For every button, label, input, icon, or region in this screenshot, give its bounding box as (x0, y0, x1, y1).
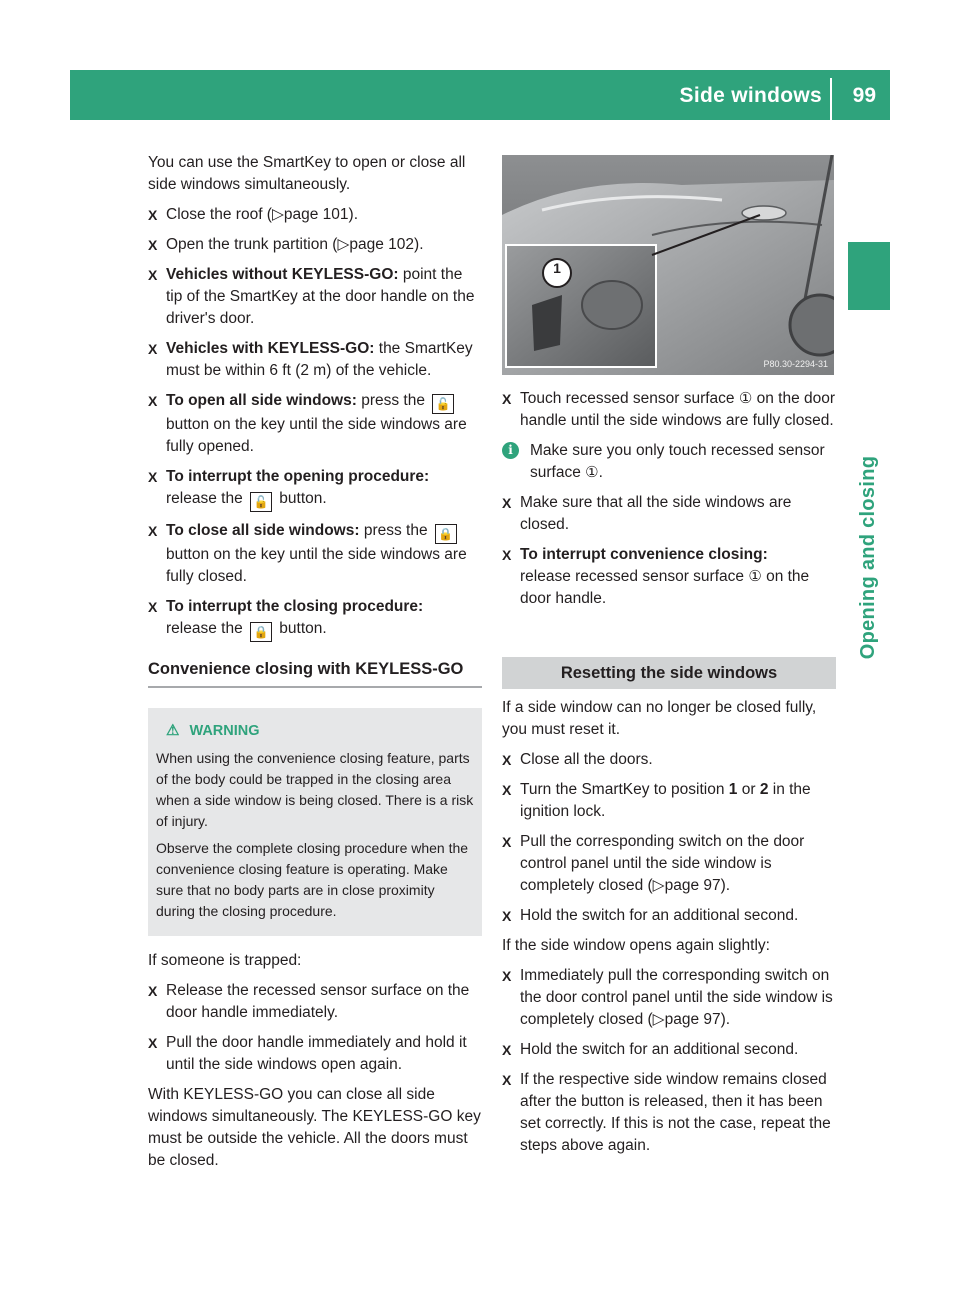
step-arrow-icon: X (148, 523, 158, 539)
page-link[interactable]: page 97 (664, 877, 721, 894)
warning-text: When using the convenience closing feature, parts of the body could be trapped in the closing area when a side window is being closed. There is a risk of injury. (156, 750, 474, 829)
warning-box (148, 708, 482, 936)
right-column (502, 388, 836, 1165)
callout-1-icon: ① (738, 390, 753, 407)
step-arrow-icon: X (502, 908, 512, 924)
lock-key-icon: 🔒 (435, 524, 457, 544)
reference-arrow-icon: ▷ (652, 1011, 665, 1028)
left-column (148, 152, 482, 1180)
unlock-key-icon: 🔓 (432, 394, 454, 414)
lock-key-icon: 🔒 (250, 622, 272, 642)
step-arrow-icon: X (148, 1035, 158, 1051)
step-pull-switch: X Pull the corresponding switch on the door control panel until the side window is completely closed (▷page 97). (502, 833, 805, 894)
reference-arrow-icon: ▷ (652, 877, 665, 894)
step-interrupt-opening: X To interrupt the opening procedure: release the 🔓 button. (148, 466, 482, 512)
step-verify: X If the respective side window remains closed after the button is released, then it has been set correctly. If this is not the case, repeat the steps above again. (502, 1071, 831, 1154)
step-arrow-icon: X (148, 599, 158, 615)
page-title: Side windows (679, 84, 822, 107)
header-divider (830, 78, 832, 120)
door-handle-photo (502, 155, 834, 375)
step-with-keyless: X Vehicles with KEYLESS-GO: the SmartKey must be within 6 ft (2 m) of the vehicle. (148, 340, 473, 379)
paragraph: If a side window can no longer be closed fully, you must reset it. (502, 699, 817, 738)
step-close-roof: X Close the roof (▷page 101). (148, 204, 482, 226)
chapter-tab (848, 242, 890, 310)
step-arrow-icon: X (502, 752, 512, 768)
step-close-doors: X Close all the doors. (502, 749, 836, 771)
step-touch-sensor: X Touch recessed sensor surface ① on the door handle until the side windows are fully closed. (502, 390, 836, 429)
page-header (70, 70, 890, 120)
step-check-closed: X Make sure that all the side windows are closed. (502, 494, 792, 533)
step-hold-switch: X Hold the switch for an additional second. (502, 905, 836, 927)
step-arrow-icon: X (148, 267, 158, 283)
step-arrow-icon: X (502, 547, 512, 563)
step-arrow-icon: X (502, 782, 512, 798)
step-arrow-icon: X (502, 968, 512, 984)
unlock-key-icon: 🔓 (250, 492, 272, 512)
step-arrow-icon: X (148, 469, 158, 485)
info-note: i Make sure you only touch recessed sensor surface ①. (502, 440, 836, 484)
step-pull-handle: X Pull the door handle immediately and hold it until the side windows open again. (148, 1034, 467, 1073)
photo-callout-label: 1 (553, 260, 561, 276)
info-icon: i (502, 442, 519, 459)
step-interrupt-closing: X To interrupt the closing procedure: release the 🔒 button. (148, 596, 482, 642)
callout-1-icon: ① (585, 464, 599, 481)
step-turn-key: X Turn the SmartKey to position 1 or 2 in the ignition lock. (502, 781, 811, 820)
step-arrow-icon: X (502, 391, 512, 407)
section-heading-reset: Resetting the side windows (502, 657, 836, 689)
reference-arrow-icon: ▷ (271, 206, 284, 223)
step-arrow-icon: X (148, 341, 158, 357)
chapter-label: Opening and closing (857, 455, 880, 659)
page-link[interactable]: page 101 (283, 206, 349, 223)
step-hold-switch-again: X Hold the switch for an additional second. (502, 1039, 836, 1061)
step-arrow-icon: X (148, 983, 158, 999)
step-open-trunk: X Open the trunk partition (▷page 102). (148, 234, 482, 256)
step-pull-immediately: X Immediately pull the corresponding switch on the door control panel until the side window is completely closed (▷page 97). (502, 967, 833, 1028)
step-arrow-icon: X (148, 393, 158, 409)
step-arrow-icon: X (148, 207, 158, 223)
paragraph: With KEYLESS-GO you can close all side windows simultaneously. The KEYLESS-GO key must be outside the vehicle. All the doors must be closed. (148, 1086, 481, 1169)
image-code: P80.30-2294-31 (763, 359, 828, 369)
step-release-sensor: X Release the recessed sensor surface on the door handle immediately. (148, 982, 470, 1021)
paragraph: If someone is trapped: (148, 952, 302, 969)
warning-triangle-icon: ⚠ (166, 722, 180, 739)
step-arrow-icon: X (502, 1072, 512, 1088)
paragraph: If the side window opens again slightly: (502, 937, 770, 954)
callout-1-icon: ① (748, 568, 762, 585)
step-without-keyless: X Vehicles without KEYLESS-GO: point the tip of the SmartKey at the door handle on the driver's door. (148, 266, 475, 327)
reference-arrow-icon: ▷ (337, 236, 350, 253)
page-link[interactable]: page 97 (664, 1011, 721, 1028)
warning-title: ⚠ WARNING (166, 722, 260, 739)
step-close-all: X To close all side windows: press the 🔒 button on the key until the side windows are fully closed. (148, 522, 467, 585)
page-link[interactable]: page 102 (349, 236, 415, 253)
step-arrow-icon: X (502, 834, 512, 850)
intro-text: You can use the SmartKey to open or close all side windows simultaneously. (148, 154, 466, 193)
step-open-all: X To open all side windows: press the 🔓 button on the key until the side windows are fully opened. (148, 392, 467, 455)
step-arrow-icon: X (502, 495, 512, 511)
step-arrow-icon: X (148, 237, 158, 253)
section-heading: Convenience closing with KEYLESS-GO (148, 658, 482, 688)
page-number: 99 (852, 84, 876, 107)
step-interrupt-convenience: X To interrupt convenience closing: release recessed sensor surface ① on the door handle. (502, 546, 810, 607)
warning-text: Observe the complete closing procedure when the convenience closing feature is operating. Make sure that no body parts are in close proximity during the closing procedure. (156, 840, 469, 919)
step-arrow-icon: X (502, 1042, 512, 1058)
